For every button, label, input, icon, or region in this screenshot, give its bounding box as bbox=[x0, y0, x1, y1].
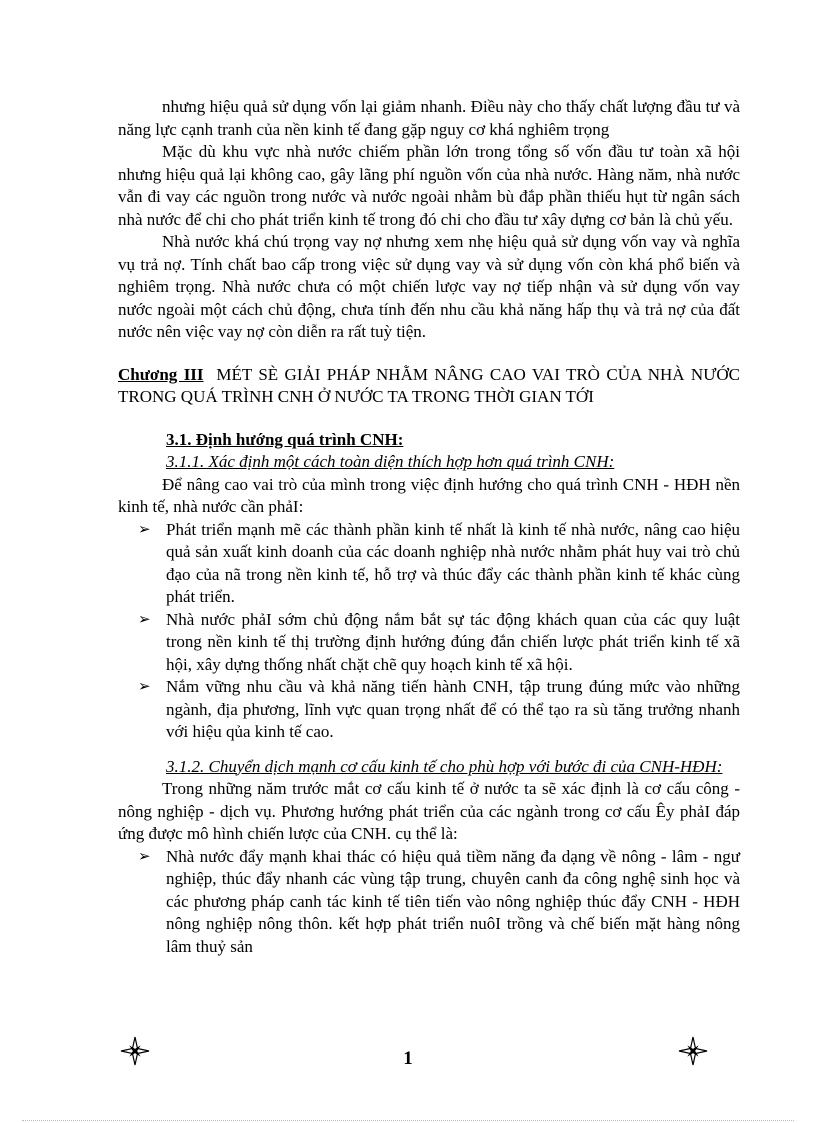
arrow-bullet-icon: ➢ bbox=[138, 848, 151, 865]
arrow-bullet-icon: ➢ bbox=[138, 521, 151, 538]
chapter-title: MÉT SÈ GIẢI PHÁP NHẰM NÂNG CAO VAI TRÒ CỦA NHÀ NƯỚC TRONG QUÁ TRÌNH CNH Ở NƯỚC TA TRONG THỜI GIAN TỚI bbox=[118, 364, 741, 406]
arrow-bullet-icon: ➢ bbox=[138, 679, 151, 695]
bullet-list-2 bbox=[118, 846, 740, 959]
bullet-list-1 bbox=[118, 519, 740, 744]
document-body bbox=[118, 96, 740, 958]
subsection-heading-1: 3.1.1. Xác định một cách toàn diện thích hợp hơn quá trình CNH: bbox=[166, 452, 615, 471]
list-item: ➢ Phát triển mạnh mẽ các thành phần kinh tế nhất là kinh tế nhà nước, nâng cao hiệu quả sản xuất kinh doanh của các doanh nghiệp nhà nước nhằm phát huy vai trò chủ đạo của nã trong nền kinh tế, hỗ trợ và thúc đẩy các thành phần kinh tế khác cùng phát triển. bbox=[138, 519, 740, 606]
page-number: 1 bbox=[403, 1048, 413, 1069]
paragraph-1: nhưng hiệu quả sử dụng vốn lại giảm nhanh. Điều này cho thấy chất lượng đầu tư và năng lực cạnh tranh của nền kinh tế đang gặp nguy cơ khá nghiêm trọng bbox=[118, 97, 740, 139]
section-heading: 3.1. Định hướng quá trình CNH: bbox=[166, 429, 404, 449]
page-bottom-rule bbox=[22, 1120, 794, 1121]
paragraph-3: Nhà nước khá chú trọng vay nợ nhưng xem nhẹ hiệu quả sử dụng vốn vay và nghĩa vụ trả nợ. Tính chất bao cấp trong việc sử dụng vay và sử dụng vốn còn khá phổ biến và nghiêm trọng. Nhà nước chưa có một chiến lược vay nợ tiếp nhận và sử dụng vốn vay nước ngoài một cách chủ động, chưa tính đến nhu cầu khả năng hấp thụ và trả nợ của đất nước nên việc vay nợ còn diễn ra rất tuỳ tiện. bbox=[118, 232, 740, 341]
paragraph-2: Mặc dù khu vực nhà nước chiếm phần lớn trong tổng số vốn đầu tư toàn xã hội nhưng hiệu quả lại không cao, gây lãng phí nguồn vốn của nhà nước. Hàng năm, nhà nước vẫn đi vay các nguồn trong nước và nước ngoài nhằm bù đắp phần thiếu hụt từ ngân sách nhà nước để chi cho phát triển kinh tế trong đó chi cho đầu tư xây dựng cơ bản là chủ yếu. bbox=[118, 142, 740, 229]
subsection-heading-2: 3.1.2. Chuyển dịch mạnh cơ cấu kinh tế cho phù hợp với bước đi của CNH-HĐH: bbox=[166, 756, 723, 776]
list-item: ➢ Nhà nước đẩy mạnh khai thác có hiệu quả tiềm năng đa dạng về nông - lâm - ngư nghiệp, thúc đẩy nhanh các vùng tập trung, chuyên canh đa công nghệ sinh học và các phương pháp canh tác kinh tế tiên tiến vào nông nghiệp thúc đẩy CNH - HĐH nông nghiệp nông thôn. kết hợp phát triển nuôI trồng và chế biến mặt hàng nông lâm thuỷ sản bbox=[138, 846, 740, 956]
list-item: ➢ Nhà nước phảI sớm chủ động nắm bắt sự tác động khách quan của các quy luật trong nền kinh tế thị trường định hướng đúng đắn chiến lược phát triển kinh tế xã hội, xây dựng thống nhất chặt chẽ quy hoạch kinh tế xã hội. bbox=[138, 609, 740, 674]
subsection-1-intro: Để nâng cao vai trò của mình trong việc định hướng cho quá trình CNH - HĐH nền kinh tế, nhà nước cần phảI: bbox=[118, 474, 740, 516]
subsection-2-intro: Trong những năm trước mắt cơ cấu kinh tế ở nước ta sẽ xác định là cơ cấu công - nông nghiệp - dịch vụ. Phương hướng phát triển của các ngành trong cơ cấu Êy phảI đáp ứng được mô hình chiến lược của CNH. cụ thể là: bbox=[118, 779, 740, 843]
chapter-label: Chương III bbox=[118, 364, 204, 384]
list-item: ➢ Nắm vững nhu cầu và khả năng tiến hành CNH, tập trung đúng mức vào những ngành, địa phương, lĩnh vực quan trọng nhất để có thể tạo ra sù tăng trưởng nhanh với hiệu qủa kinh tế cao. bbox=[138, 677, 740, 741]
chapter-heading bbox=[118, 364, 740, 409]
arrow-bullet-icon: ➢ bbox=[138, 611, 151, 628]
